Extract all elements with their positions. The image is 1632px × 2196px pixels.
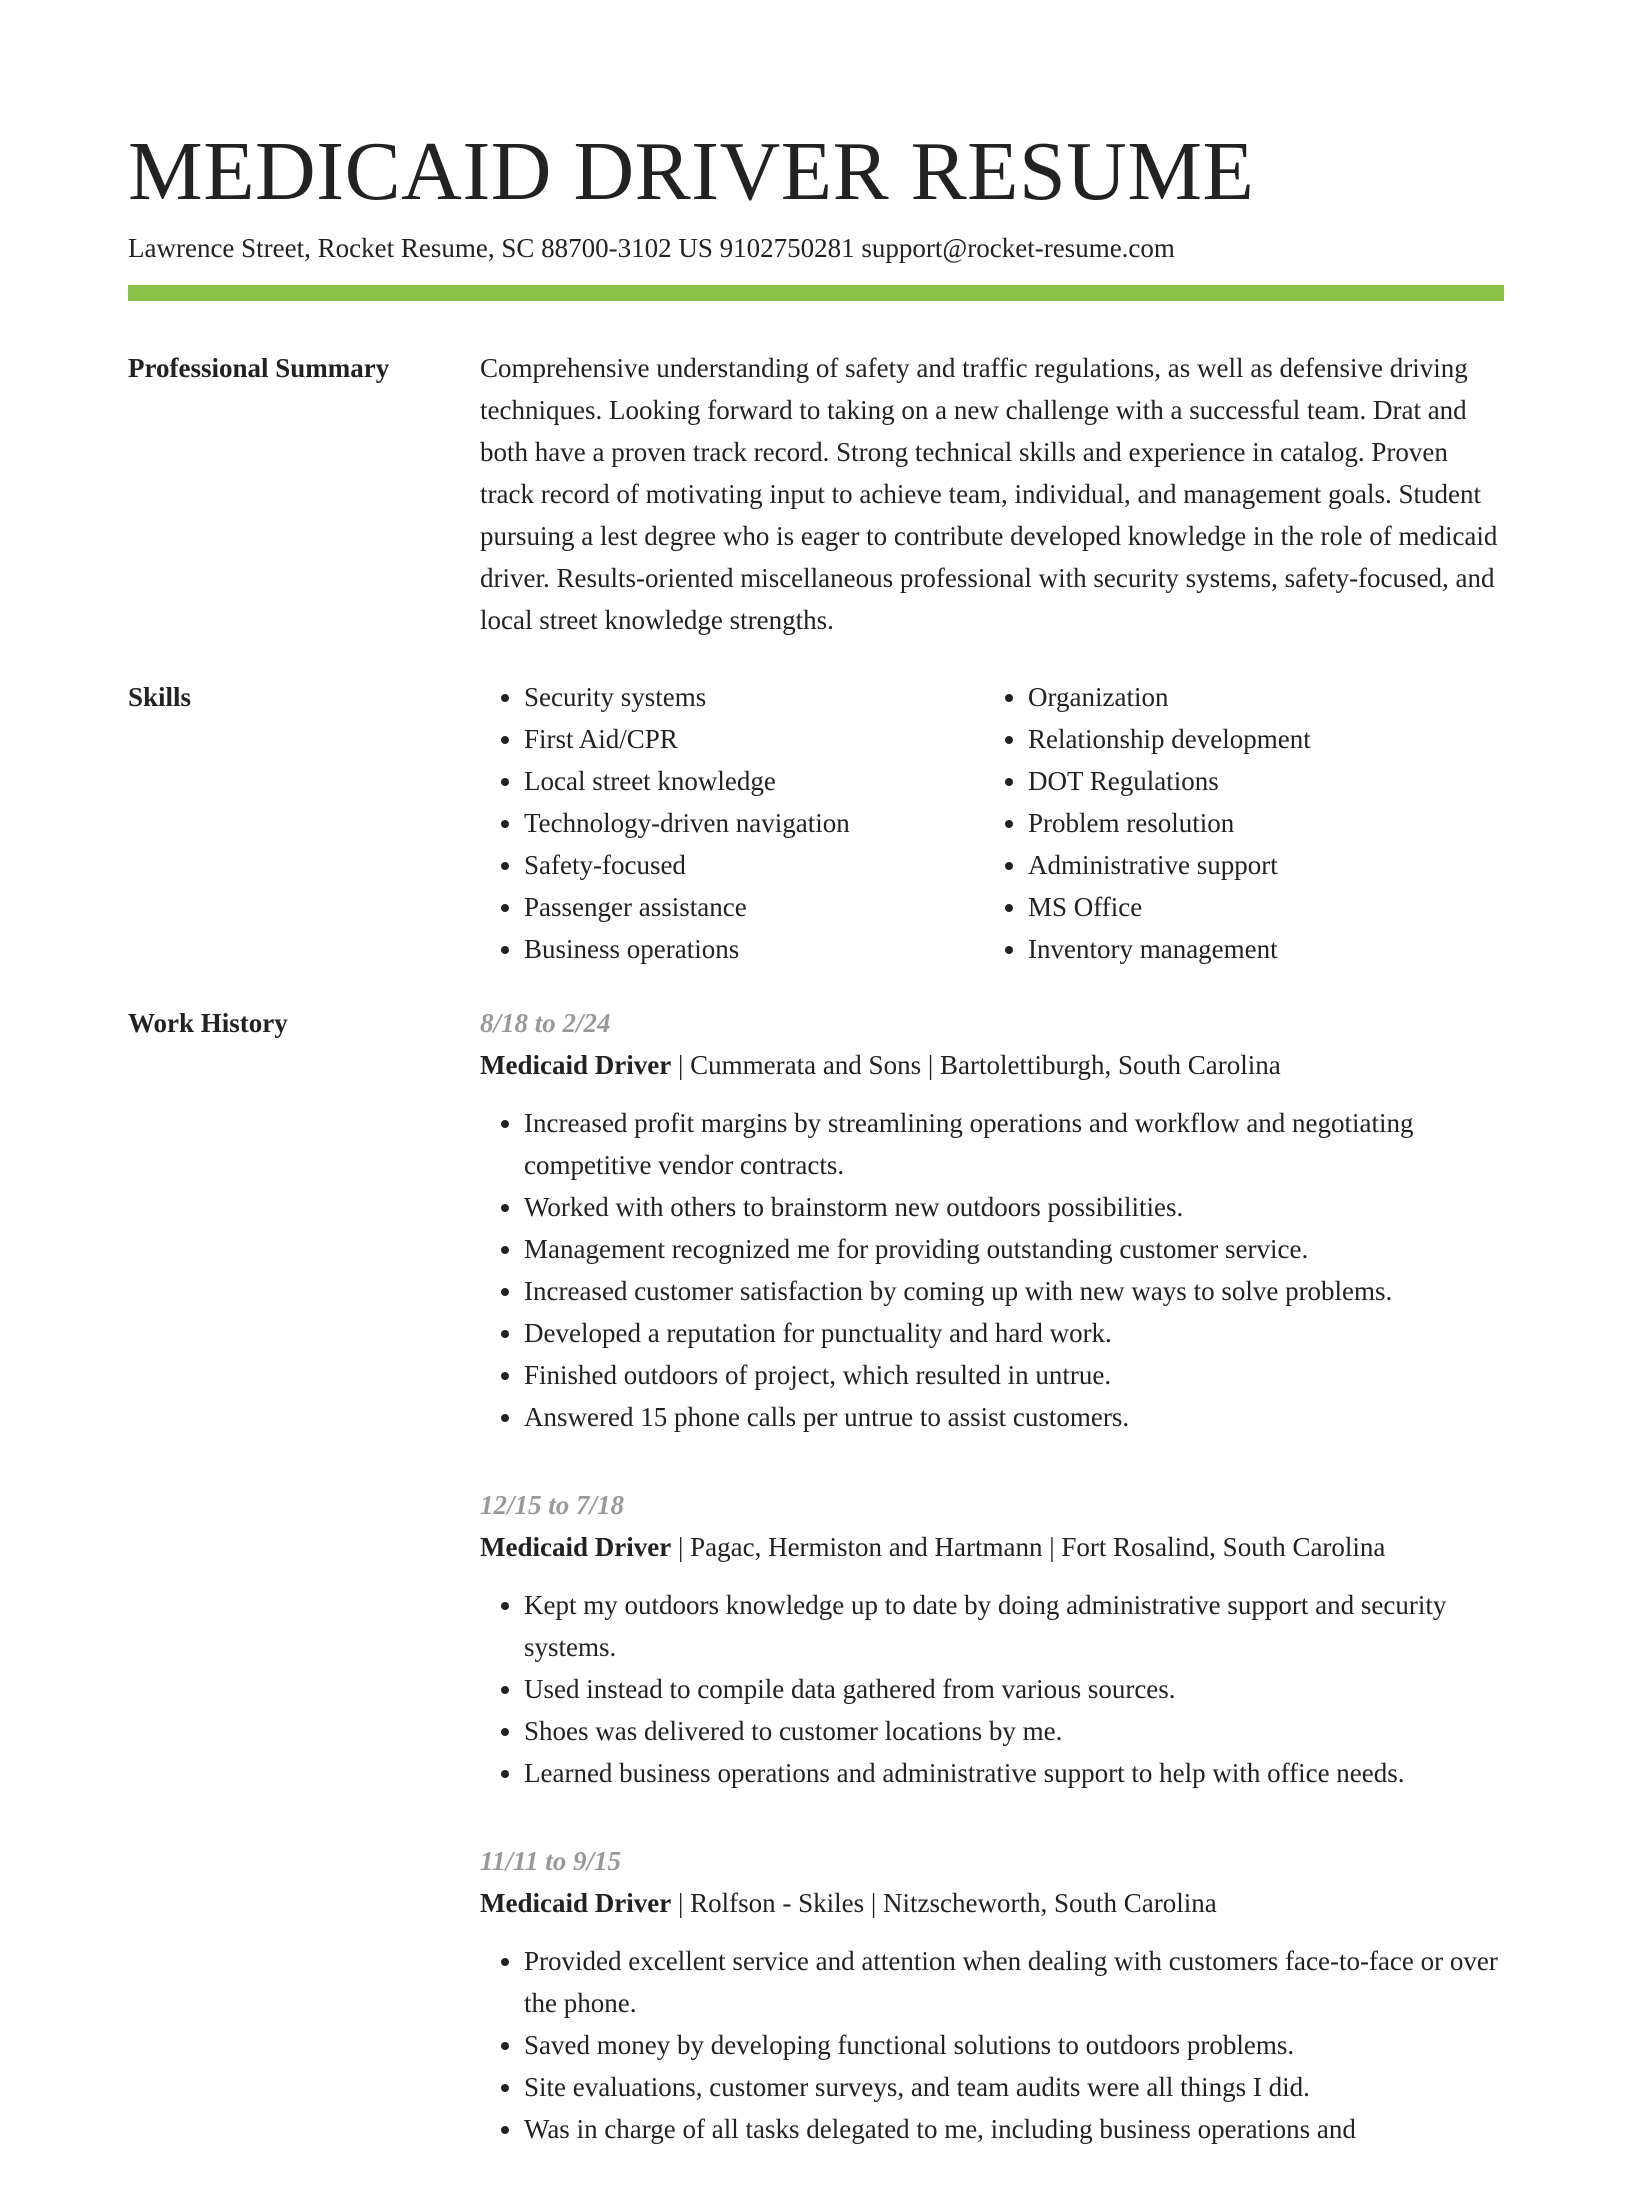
job-title: Medicaid Driver [480,1532,672,1562]
job-dates: 11/11 to 9/15 [480,1846,622,1876]
job-bullet: • Kept my outdoors knowledge up to date by doing administrative support and security systems. [524,1584,1504,1668]
job-bullet: • Saved money by developing functional solutions to outdoors problems. [524,2024,1504,2066]
job-bullet: • Increased customer satisfaction by coming up with new ways to solve problems. [524,1270,1504,1312]
job-heading [480,1044,1504,1086]
job-details: | Pagac, Hermiston and Hartmann | Fort Rosalind, South Carolina [671,1532,1386,1562]
job-title: Medicaid Driver [480,1050,672,1080]
section-title-summary: Professional Summary [128,353,390,383]
job-bullets [480,1102,1504,1438]
job-dates: 8/18 to 2/24 [480,1008,611,1038]
section-title-work-history: Work History [128,1008,288,1038]
skill-item: • Administrative support [1028,844,1488,886]
job-bullet: • Learned business operations and administrative support to help with office needs. [524,1752,1504,1794]
job-title: Medicaid Driver [480,1888,672,1918]
skill-item: • Problem resolution [1028,802,1488,844]
job-bullet: • Shoes was delivered to customer locations by me. [524,1710,1504,1752]
contact-line: Lawrence Street, Rocket Resume, SC 88700-3102 US 9102750281 support@rocket-resume.com [128,233,1175,263]
job-entry [480,1002,1504,1438]
resume-title: MEDICAID DRIVER RESUME [128,125,1255,218]
header-divider [128,285,1504,301]
skill-item: • MS Office [1028,886,1488,928]
job-heading [480,1526,1504,1568]
job-bullet: • Developed a reputation for punctuality and hard work. [524,1312,1504,1354]
job-entry [480,1484,1504,1794]
skill-item: • Local street knowledge [524,760,984,802]
job-entry [480,1840,1504,2150]
job-bullet: • Answered 15 phone calls per untrue to assist customers. [524,1396,1504,1438]
skill-item: • Inventory management [1028,928,1488,970]
job-bullet: • Was in charge of all tasks delegated to me, including business operations and [524,2108,1504,2150]
job-bullet: • Finished outdoors of project, which resulted in untrue. [524,1354,1504,1396]
skill-item: • Organization [1028,676,1488,718]
skill-item: • Business operations [524,928,984,970]
job-details: | Cummerata and Sons | Bartolettiburgh, South Carolina [671,1050,1281,1080]
job-dates: 12/15 to 7/18 [480,1490,625,1520]
skill-item: • Relationship development [1028,718,1488,760]
skill-item: • Passenger assistance [524,886,984,928]
job-bullet: • Increased profit margins by streamlining operations and workflow and negotiating competitive vendor contracts. [524,1102,1504,1186]
skill-item: • DOT Regulations [1028,760,1488,802]
job-details: | Rolfson - Skiles | Nitzscheworth, South Carolina [671,1888,1217,1918]
job-bullets [480,1940,1504,2150]
summary-text: Comprehensive understanding of safety and traffic regulations, as well as defensive driving techniques. Looking forward to taking on a new challenge with a successful team. Drat and both have a proven track record. Strong technical skills and experience in catalog. Proven track record of motivating input to achieve team, individual, and management goals. Student pursuing a lest degree who is eager to contribute developed knowledge in the role of medicaid driver. Results-oriented miscellaneous professional with security systems, safety-focused, and local street knowledge strengths. [480,353,1498,635]
job-bullet: • Site evaluations, customer surveys, and team audits were all things I did. [524,2066,1504,2108]
section-title-skills: Skills [128,682,192,712]
job-bullets [480,1584,1504,1794]
job-bullet: • Management recognized me for providing outstanding customer service. [524,1228,1504,1270]
skill-item: • Security systems [524,676,984,718]
skills-list-left [480,676,984,970]
job-bullet: • Provided excellent service and attention when dealing with customers face-to-face or over the phone. [524,1940,1504,2024]
skill-item: • Technology-driven navigation [524,802,984,844]
skills-list-right [984,676,1488,970]
skill-item: • First Aid/CPR [524,718,984,760]
skill-item: • Safety-focused [524,844,984,886]
job-bullet: • Used instead to compile data gathered from various sources. [524,1668,1504,1710]
job-heading [480,1882,1504,1924]
job-bullet: • Worked with others to brainstorm new outdoors possibilities. [524,1186,1504,1228]
